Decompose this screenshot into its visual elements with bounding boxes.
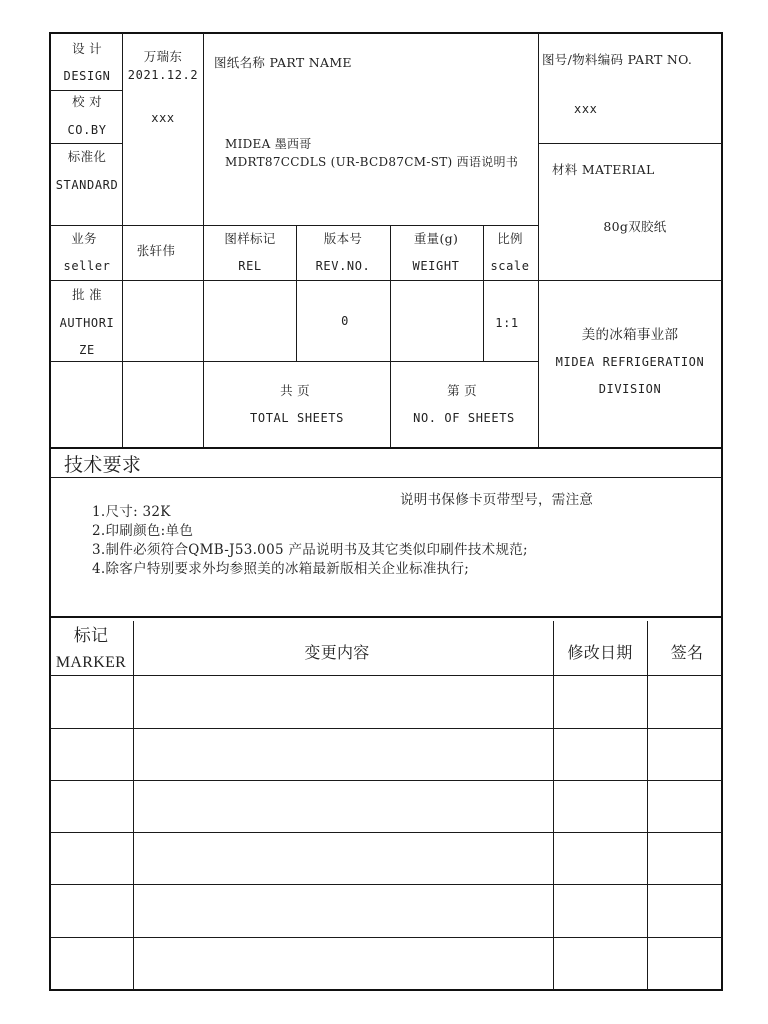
tech-note: 说明书保修卡页带型号，需注意 (400, 492, 594, 508)
tech-top-line (50, 447, 722, 449)
tb-hline-5 (50, 280, 204, 281)
company-name-cn: 美的冰箱事业部 (581, 327, 679, 343)
frame-top (49, 32, 723, 34)
sheet-no-cn: 第 页 (447, 383, 477, 398)
rel-label-en: REL (238, 259, 262, 273)
standard-label-en: STANDARD (55, 178, 119, 192)
weight-label-en: WEIGHT (412, 259, 460, 273)
approve-label-en-1: AUTHORI (59, 316, 115, 330)
design-label-cn: 设 计 (72, 41, 102, 56)
check-value: xxx (151, 111, 175, 125)
tb-vline-1 (122, 33, 123, 447)
part-no-value: xxx (574, 102, 598, 116)
part-name-line-2: MDRT87CCDLS (UR-BCD87CM-ST) 西语说明书 (225, 155, 519, 169)
approve-label-cn: 批 准 (72, 287, 102, 302)
marker-label-cn: 标记 (73, 626, 109, 646)
tb-hline-4 (50, 225, 539, 226)
part-name-label: 图纸名称 PART NAME (214, 55, 352, 70)
rev-label-en: REV.NO. (315, 259, 371, 273)
tech-item-1: 1.尺寸: 32K (92, 504, 171, 520)
designer-name: 万瑞东 (143, 49, 183, 64)
tb-hline-1 (50, 90, 123, 91)
tech-heading: 技术要求 (64, 454, 142, 476)
tb-vline-5 (390, 225, 391, 447)
tb-vline-3 (538, 33, 539, 447)
material-label: 材料 MATERIAL (552, 162, 655, 177)
frame-bottom (49, 989, 723, 991)
signature-header: 签名 (670, 643, 704, 662)
approve-label-en-2: ZE (79, 343, 95, 357)
table-row (51, 729, 721, 780)
frame-right (721, 32, 723, 991)
table-row (51, 938, 721, 989)
tech-item-4: 4.除客户特别要求外均参照美的冰箱最新版相关企业标准执行; (92, 561, 470, 577)
sheet-no-en: NO. OF SHEETS (413, 411, 515, 425)
scale-label-en: scale (490, 259, 530, 273)
rev-value: 0 (341, 314, 349, 328)
total-sheets-cn: 共 页 (280, 383, 310, 398)
rev-label-cn: 版本号 (323, 231, 363, 246)
tb-hline-7 (50, 361, 539, 362)
marker-label-en: MARKER (55, 654, 127, 671)
tech-heading-line (50, 477, 722, 478)
material-value: 80g双胶纸 (603, 219, 667, 234)
part-no-label: 图号/物料编码 PART NO. (542, 52, 693, 67)
total-sheets-en: TOTAL SHEETS (250, 411, 344, 425)
seller-label-cn: 业务 (71, 231, 97, 246)
change-content-header: 变更内容 (304, 643, 370, 662)
design-date: 2021.12.2 (127, 68, 199, 82)
tb-vline-4 (296, 225, 297, 361)
tb-vline-2 (203, 33, 204, 447)
tech-item-3: 3.制件必须符合QMB-J53.005 产品说明书及其它类似印刷件技术规范; (92, 542, 528, 558)
tb-hline-2 (50, 143, 123, 144)
tb-vline-6 (483, 225, 484, 361)
tech-item-2: 2.印刷颜色:单色 (92, 523, 194, 539)
tb-hline-3 (539, 143, 722, 144)
scale-value: 1:1 (495, 316, 519, 330)
table-row (51, 676, 721, 728)
seller-name: 张轩伟 (136, 243, 176, 258)
change-date-header: 修改日期 (567, 643, 633, 662)
table-row (51, 833, 721, 884)
design-label-en: DESIGN (63, 69, 111, 83)
table-row (51, 885, 721, 937)
company-name-en-1: MIDEA REFRIGERATION (555, 355, 705, 369)
check-label-cn: 校 对 (72, 94, 102, 109)
standard-label-cn: 标准化 (67, 149, 107, 164)
company-name-en-2: DIVISION (598, 382, 662, 396)
part-name-line-1: MIDEA 墨西哥 (225, 137, 312, 151)
rel-label-cn: 图样标记 (224, 231, 276, 246)
scale-label-cn: 比例 (497, 231, 523, 246)
tb-hline-6 (203, 280, 722, 281)
weight-label-cn: 重量(g) (413, 231, 459, 246)
table-row (51, 781, 721, 832)
seller-label-en: seller (63, 259, 111, 273)
changes-top-line (50, 616, 722, 618)
check-label-en: CO.BY (67, 123, 107, 137)
